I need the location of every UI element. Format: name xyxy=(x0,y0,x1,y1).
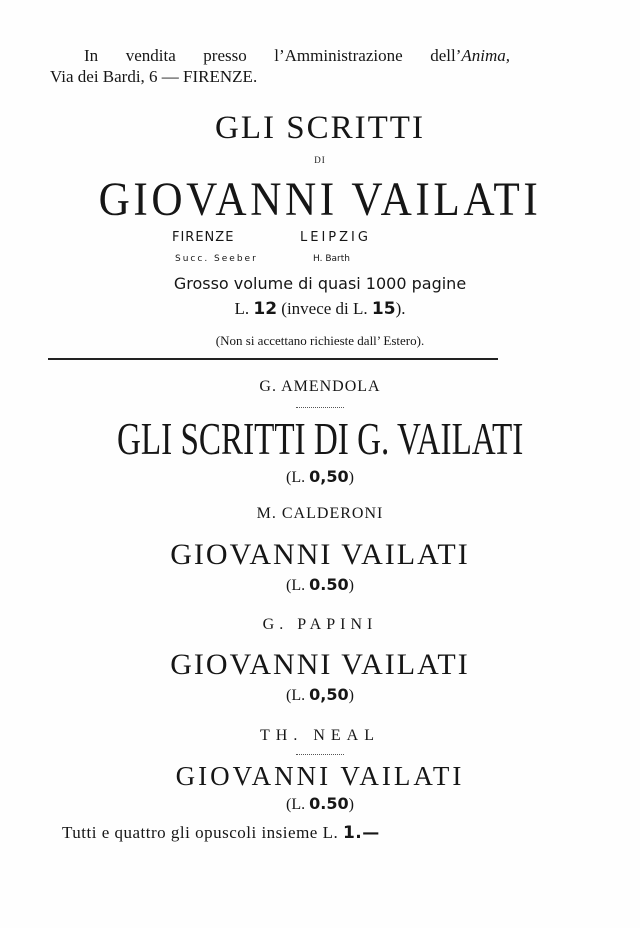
pamphlet-1-price-value: 0,50 xyxy=(309,467,349,486)
volume-description: Grosso volume di quasi 1000 pagine xyxy=(173,274,467,293)
price-end: ). xyxy=(395,299,406,318)
section-divider xyxy=(48,358,498,360)
main-author xyxy=(0,172,640,228)
publisher-leipzig: H. Barth xyxy=(313,254,350,264)
pamphlet-3-author: G. PAPINI xyxy=(262,616,378,633)
publisher-florence: Succ. Seeber xyxy=(175,254,258,264)
pamphlet-1-divider xyxy=(0,402,640,410)
pamphlet-3-price-suffix: ) xyxy=(348,687,354,704)
pamphlet-1-author: G. AMENDOLA xyxy=(259,378,381,395)
pamphlet-4-divider xyxy=(0,749,640,757)
sales-notice-address: Via dei Bardi, 6 — FIRENZE. xyxy=(50,67,258,86)
pamphlet-2-author: M. CALDERONI xyxy=(256,505,384,522)
pamphlet-1-price xyxy=(0,466,640,489)
pamphlet-4-price xyxy=(0,793,640,816)
pamphlet-4-price-suffix: ) xyxy=(348,796,354,813)
pamphlet-3-price-value: 0,50 xyxy=(309,685,349,704)
pamphlet-1-price-suffix: ) xyxy=(348,469,354,486)
price-middle: (invece di L. xyxy=(281,299,368,318)
main-price xyxy=(0,297,640,321)
bundle-offer-price: 1.— xyxy=(342,823,380,843)
pamphlet-1-title-text: GLI SCRITTI DI G. VAILATI xyxy=(116,413,524,464)
pamphlet-1-price-prefix: (L. xyxy=(286,469,306,486)
pamphlet-3-price-prefix: (L. xyxy=(286,687,306,704)
pamphlet-1-title xyxy=(0,413,640,465)
pamphlet-3-price xyxy=(0,684,640,707)
pamphlet-2-price-suffix: ) xyxy=(348,577,354,594)
main-title-connector: DI xyxy=(314,155,326,165)
city-florence: FIRENZE xyxy=(172,230,235,245)
price-value: 12 xyxy=(253,299,278,319)
pamphlet-3-title: GIOVANNI VAILATI xyxy=(170,648,470,681)
journal-name: Anima, xyxy=(461,46,510,65)
main-title: GLI SCRITTI xyxy=(215,110,425,146)
pamphlet-4-title: GIOVANNI VAILATI xyxy=(175,761,465,791)
sales-notice-line-1 xyxy=(50,45,510,66)
foreign-orders-note: (Non si accettano richieste dall’ Estero). xyxy=(215,333,425,348)
pamphlet-2-title: GIOVANNI VAILATI xyxy=(170,538,470,571)
price-old: 15 xyxy=(371,299,396,319)
price-prefix: L. xyxy=(234,299,250,318)
pamphlet-2-price-prefix: (L. xyxy=(286,577,306,594)
pamphlet-4-price-prefix: (L. xyxy=(286,796,306,813)
sales-notice-text: In vendita presso l’Amministrazione dell’ xyxy=(84,46,462,65)
main-author-text: GIOVANNI VAILATI xyxy=(98,173,542,226)
bundle-offer xyxy=(62,822,380,844)
pamphlet-4-price-value: 0.50 xyxy=(309,794,349,813)
pamphlet-2-price xyxy=(0,574,640,597)
bundle-offer-text: Tutti e quattro gli opuscoli insieme L. xyxy=(62,823,339,842)
pamphlet-4-author: TH. NEAL xyxy=(260,727,380,744)
pamphlet-2-price-value: 0.50 xyxy=(309,575,349,594)
city-leipzig: LEIPZIG xyxy=(300,230,371,245)
